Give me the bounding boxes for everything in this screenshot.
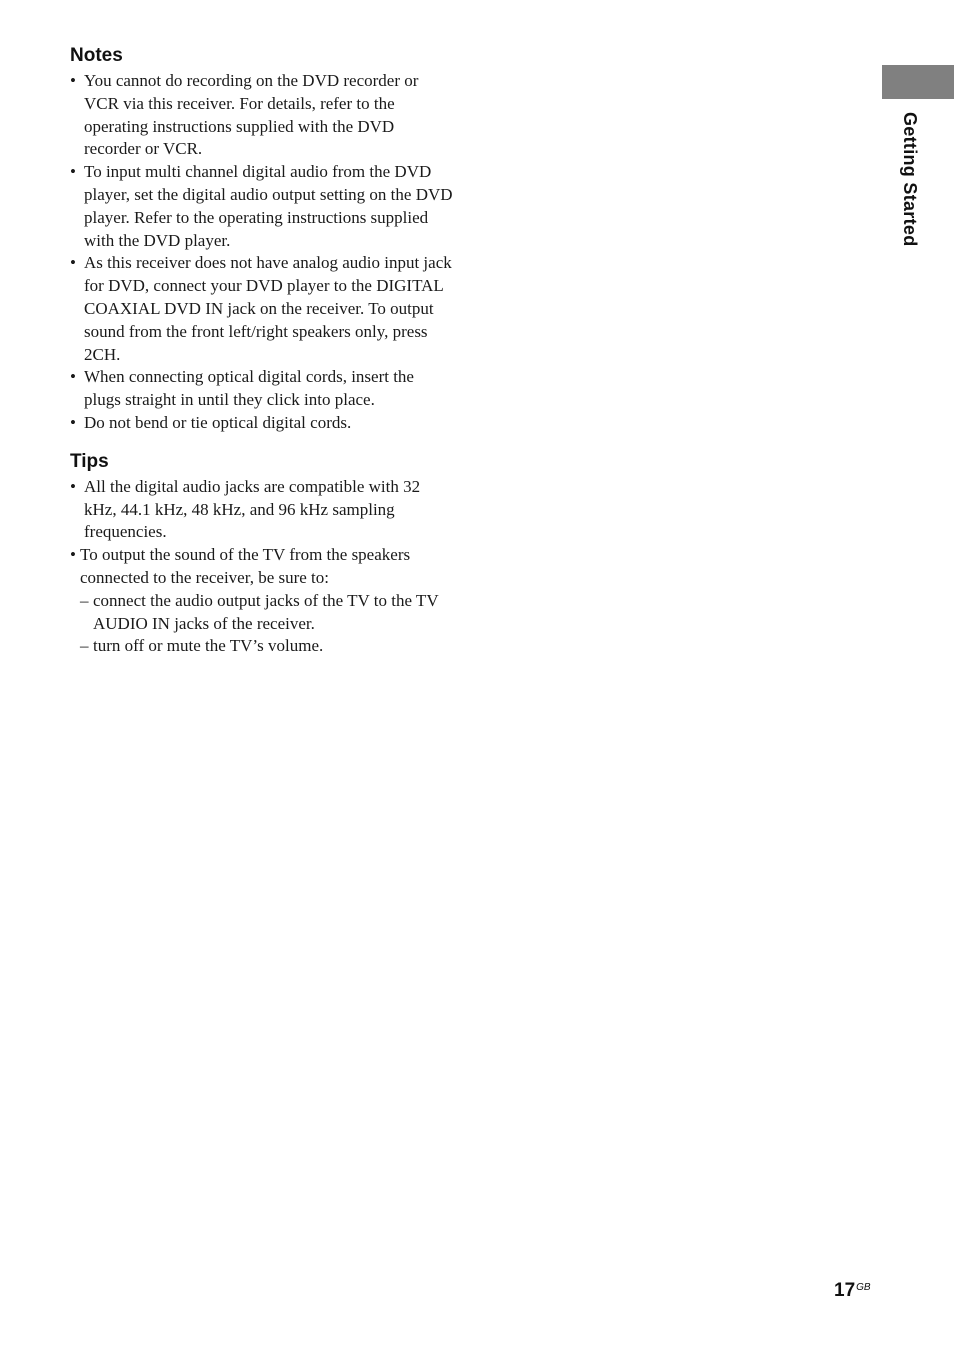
list-item xyxy=(70,544,455,590)
list-item xyxy=(70,476,455,544)
list-item xyxy=(80,635,455,658)
page-number xyxy=(834,1280,871,1302)
tip-text: All the digital audio jacks are compatible with 32 kHz, 44.1 kHz, 48 kHz, and 96 kHz sampling frequencies. xyxy=(84,476,421,542)
list-item xyxy=(70,161,455,252)
list-item xyxy=(70,70,455,161)
note-text: You cannot do recording on the DVD recorder or VCR via this receiver. For details, refer to the operating instructions supplied with the DVD recorder or VCR. xyxy=(84,71,419,159)
dash-icon: – xyxy=(80,590,89,610)
note-text: Do not bend or tie optical digital cords. xyxy=(84,412,352,432)
tips-heading: Tips xyxy=(70,450,109,472)
page-number-suffix: GB xyxy=(856,1282,871,1293)
bullet-icon: • xyxy=(70,162,76,182)
note-text: To input multi channel digital audio from the DVD player, set the digital audio output setting on the DVD player. Refer to the operating instructions supplied with the DVD player. xyxy=(84,162,453,250)
tips-list xyxy=(70,476,455,590)
notes-heading: Notes xyxy=(70,45,123,66)
subtip-text: connect the audio output jacks of the TV to the TV AUDIO IN jacks of the receiver. xyxy=(93,590,439,633)
bullet-icon: • xyxy=(70,71,76,90)
bullet-icon: • xyxy=(70,253,76,273)
subtip-text: turn off or mute the TV’s volume. xyxy=(93,636,324,656)
page-number-value: 17 xyxy=(834,1280,856,1301)
section-tab-marker xyxy=(882,65,954,99)
tip-text: To output the sound of the TV from the speakers connected to the receiver, be sure to: xyxy=(80,545,411,587)
dash-icon: – xyxy=(80,636,89,656)
list-item xyxy=(80,590,455,636)
list-item xyxy=(70,252,455,366)
list-item xyxy=(70,412,455,435)
bullet-icon: • xyxy=(70,367,76,387)
note-text: When connecting optical digital cords, insert the plugs straight in until they click into place. xyxy=(84,367,414,410)
tips-sublist xyxy=(70,590,455,658)
notes-list xyxy=(70,70,455,435)
section-tab-label: Getting Started xyxy=(900,112,920,247)
note-text: As this receiver does not have analog audio input jack for DVD, connect your DVD player to the DIGITAL COAXIAL DVD IN jack on the receiver. To output sound from the front left/right speakers only, press 2CH. xyxy=(84,253,452,364)
bullet-icon: • xyxy=(70,412,76,432)
main-column xyxy=(70,42,455,658)
list-item xyxy=(70,366,455,412)
bullet-icon: • xyxy=(70,545,76,565)
bullet-icon: • xyxy=(70,476,76,496)
